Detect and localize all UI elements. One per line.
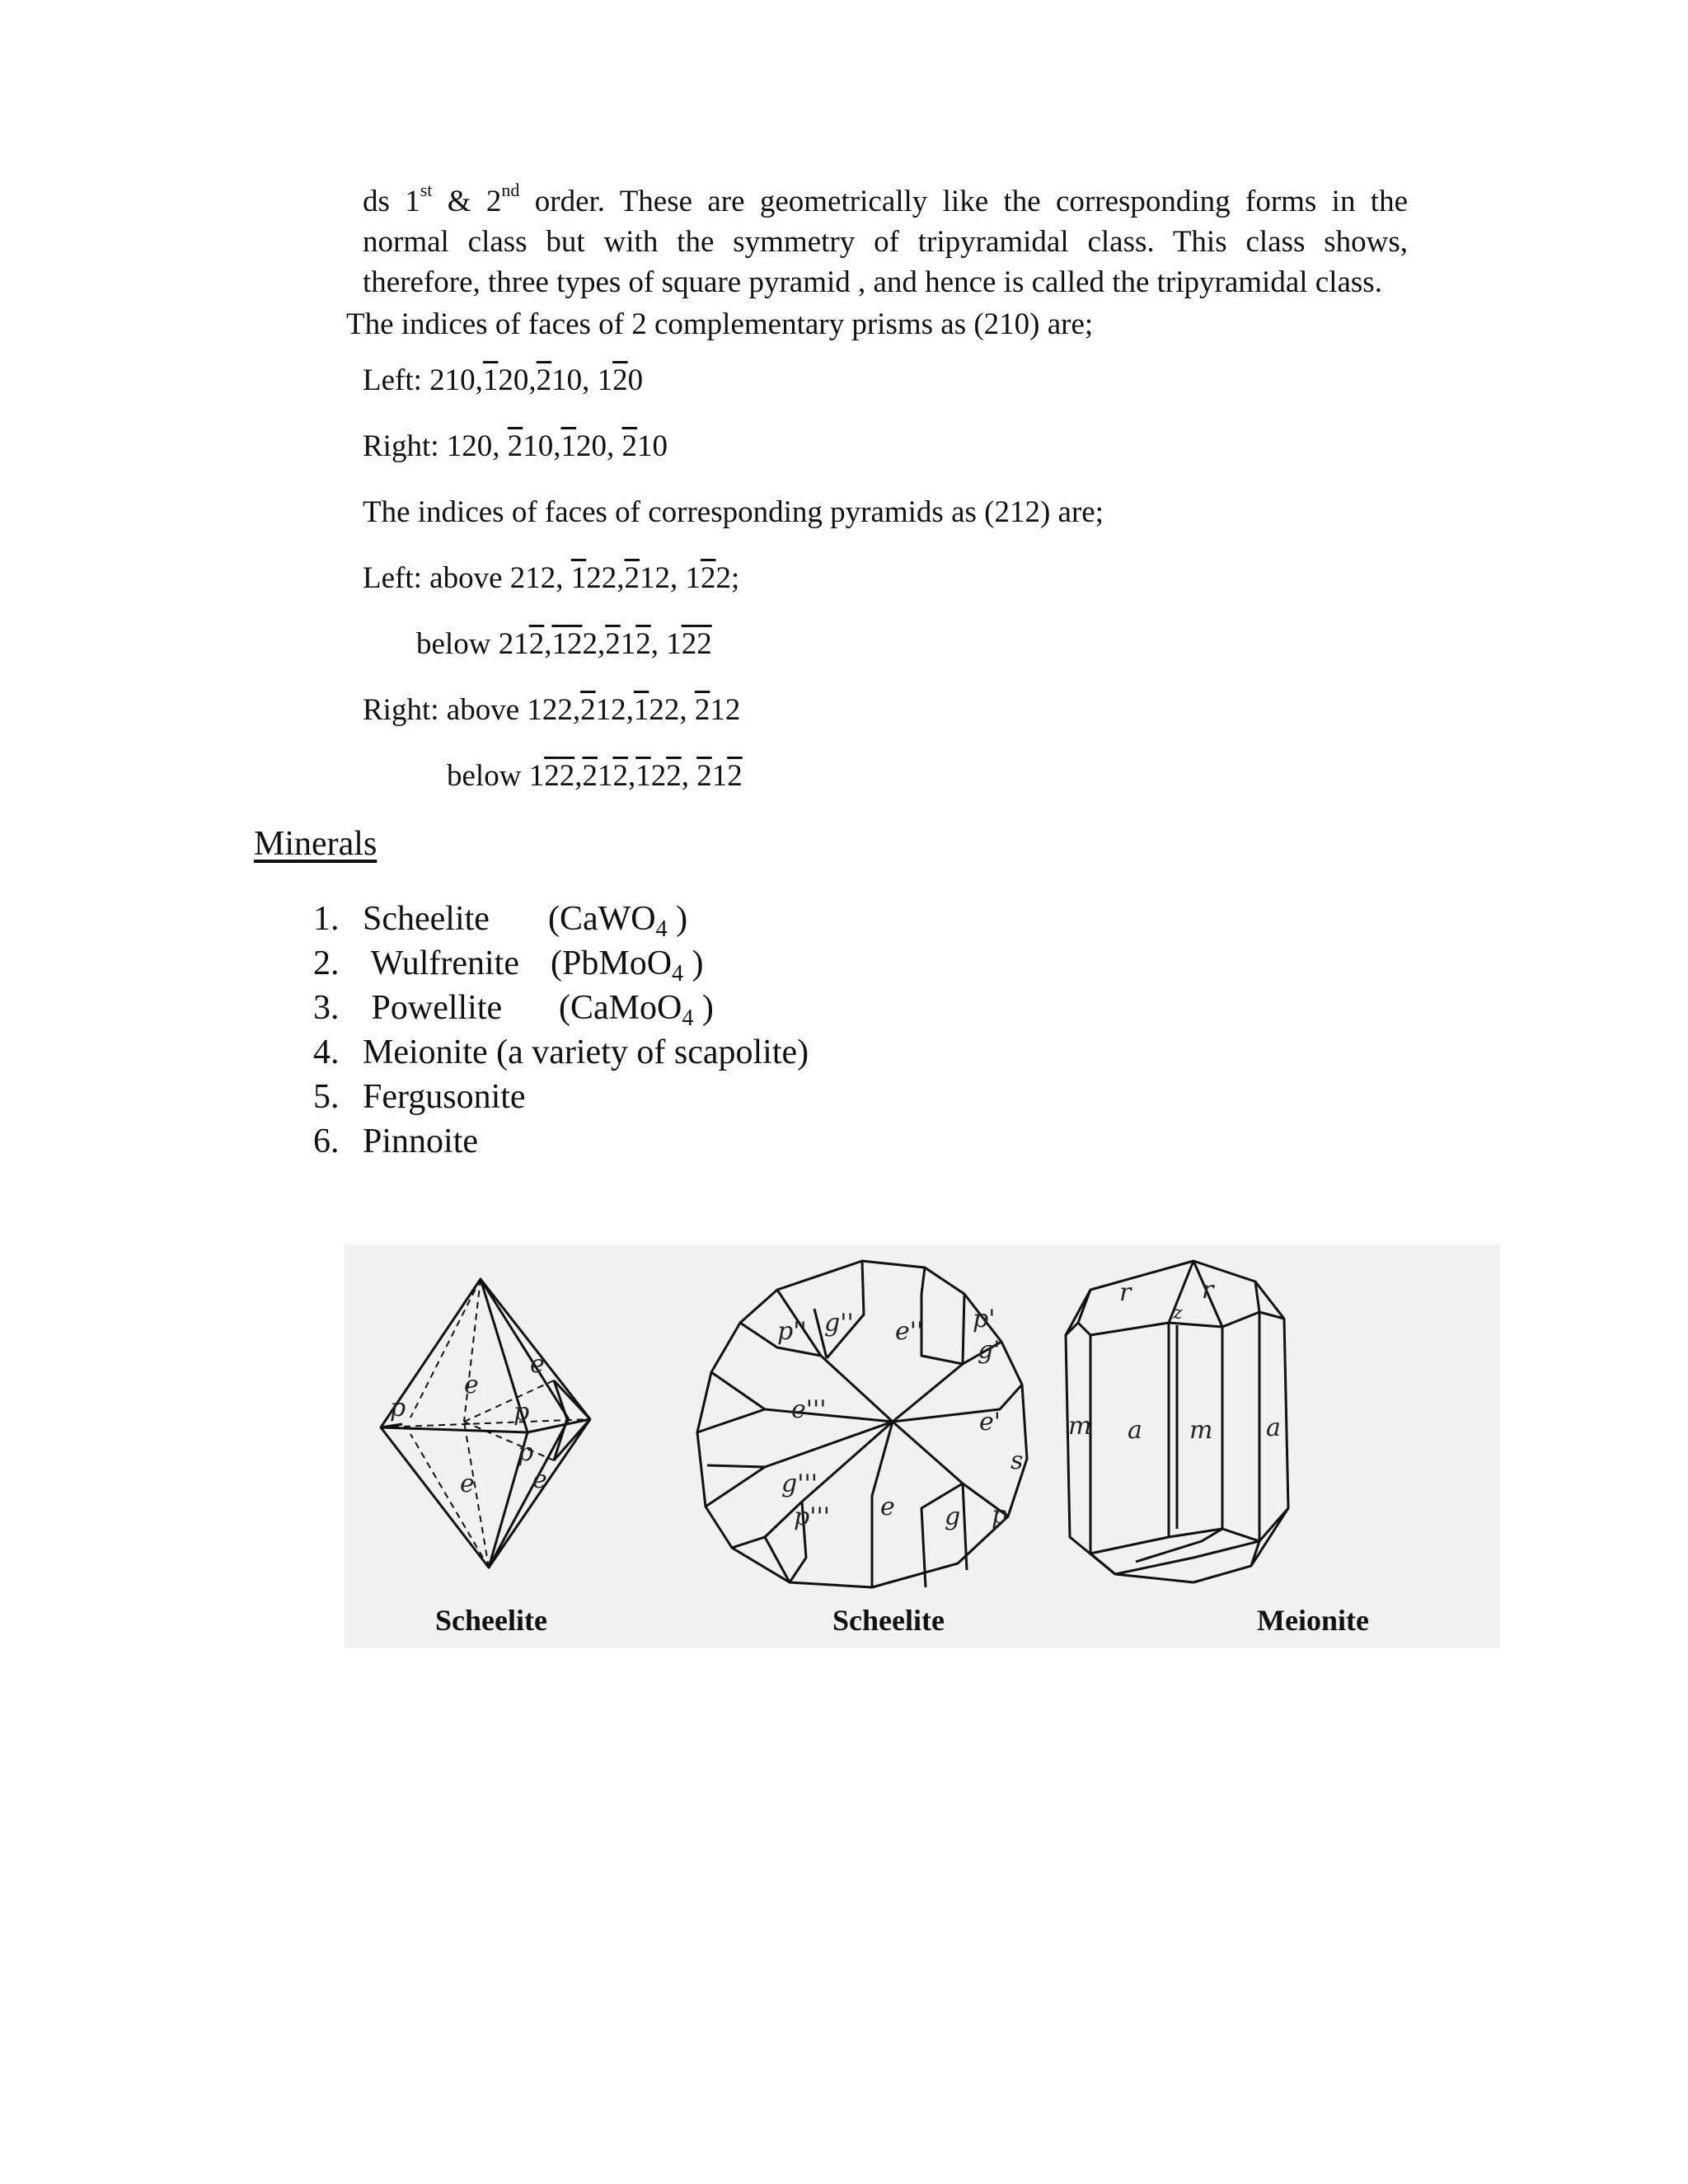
list-item: 3. Powellite (CaMoO$_4$ ) <box>313 989 714 1031</box>
face-label: p' <box>973 1305 996 1333</box>
face-label: m <box>1068 1412 1092 1441</box>
face-label: m <box>1189 1416 1213 1445</box>
face-label: r <box>1119 1278 1132 1307</box>
prism-right-indices: Right: 120, 210,120, 210 <box>363 429 668 463</box>
pyramids-intro: The indices of faces of corresponding pyramids as (212) are; <box>363 495 1104 529</box>
list-item: 2. Wulfrenite (PbMoO$_4$ ) <box>313 944 704 987</box>
crystal-figure <box>345 1244 1500 1648</box>
prism-left-indices: Left: 210,120,210, 120 <box>363 363 644 397</box>
scheelite-bipyramid-drawing <box>381 1279 590 1568</box>
face-label: p <box>513 1398 530 1427</box>
face-label: s <box>1010 1446 1024 1475</box>
face-label: p <box>390 1394 406 1422</box>
caption-scheelite-1: Scheelite <box>435 1604 547 1637</box>
paragraph-line-3: therefore, three types of square pyramid , and hence is called the tripyramidal class. <box>363 265 1382 299</box>
face-label: r <box>1202 1276 1214 1305</box>
face-label: p <box>992 1501 1008 1530</box>
minerals-list <box>313 897 809 1164</box>
pyramid-left-above: Left: above 212, 122,212, 122; <box>363 561 740 595</box>
list-item: 5. Fergusonite <box>313 1078 526 1116</box>
face-label: p''' <box>794 1502 830 1531</box>
prisms-intro: The indices of faces of 2 complementary prisms as (210) are; <box>346 307 1094 341</box>
face-label: e' <box>979 1408 1001 1436</box>
crystal-drawings <box>345 1244 1500 1648</box>
crystal3-face-labels <box>1068 1276 1281 1445</box>
minerals-heading: Minerals <box>254 825 377 863</box>
face-label: e <box>880 1493 895 1521</box>
list-item: 1. Scheelite (CaWO$_4$ ) <box>313 900 688 942</box>
list-item: 6. Pinnoite <box>313 1122 479 1160</box>
face-label: g <box>945 1502 961 1531</box>
crystal2-face-labels <box>777 1305 1023 1531</box>
pyramid-left-below: below 212,122,212, 122 <box>416 627 712 661</box>
face-label: p'' <box>777 1317 807 1346</box>
caption-meionite: Meionite <box>1257 1604 1369 1637</box>
face-label: e''' <box>791 1395 827 1424</box>
pyramid-right-above: Right: above 122,212,122, 212 <box>363 693 741 727</box>
face-label: a <box>1128 1416 1142 1445</box>
face-label: g'' <box>824 1309 854 1338</box>
face-label: e <box>532 1465 547 1494</box>
face-label: e <box>464 1371 479 1399</box>
caption-scheelite-2: Scheelite <box>832 1604 945 1637</box>
list-item: 4. Meionite (a variety of scapolite) <box>313 1033 809 1071</box>
face-label: p <box>518 1438 534 1467</box>
pyramid-right-below: below 122,212,122, 212 <box>447 759 743 793</box>
face-label: e'' <box>895 1317 924 1346</box>
face-label: g''' <box>781 1469 818 1498</box>
face-label: a <box>1266 1413 1281 1442</box>
face-label: e <box>530 1350 545 1379</box>
intro-paragraph <box>363 181 1408 302</box>
face-label: z <box>1173 1303 1183 1324</box>
face-label: g' <box>978 1336 1001 1365</box>
paragraph-line-1: ds 1st & 2nd order. These are geometrically like the corresponding forms in the <box>363 180 1408 218</box>
face-label: e <box>460 1469 475 1498</box>
paragraph-line-2: normal class but with the symmetry of tripyramidal class. This class shows, <box>363 225 1408 259</box>
